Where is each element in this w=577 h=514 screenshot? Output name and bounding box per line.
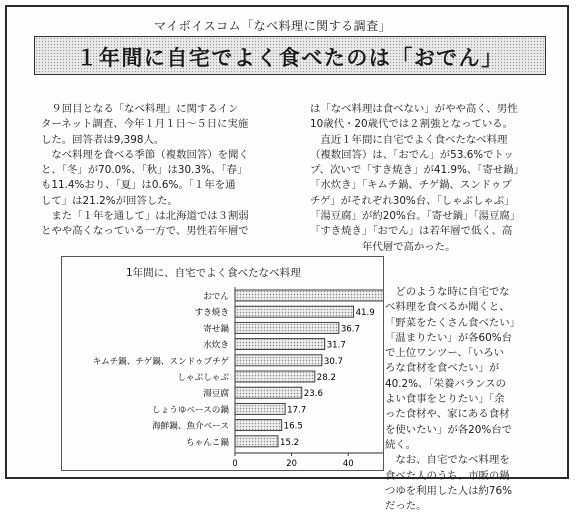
text-line: よい食事をとりたい」「余 xyxy=(385,393,505,406)
text-line: べ料理を食べるか聞くと、 xyxy=(385,301,510,314)
bar-value-label: 28.2 xyxy=(316,373,336,383)
body-column-right xyxy=(310,102,524,255)
bar-value-label: 30.7 xyxy=(323,356,344,367)
headline-banner xyxy=(34,36,546,75)
text-line: ９回目となる「なべ料理」に関するイン xyxy=(41,103,239,115)
text-line: なべ料理を食べる季節（複数回答）を聞く xyxy=(41,148,249,161)
text-line: 続く。 xyxy=(385,438,416,451)
bar-value-label: 36.7 xyxy=(340,324,361,335)
bar xyxy=(235,371,315,382)
article-kicker: マイボイスコム「なべ料理に関する調査」 xyxy=(154,19,392,33)
bar-chart xyxy=(62,257,383,470)
text-line: も11.4%おり、「夏」は0.6%。「１年を通 xyxy=(41,179,236,192)
text-line: 直近１年間に自宅でよく食べたなべ料理 xyxy=(310,133,508,146)
body-column-left xyxy=(41,102,249,240)
bar xyxy=(235,339,325,350)
body-column-side xyxy=(385,285,520,514)
category-label: 湯豆腐 xyxy=(203,389,229,400)
chart-panel xyxy=(61,256,384,471)
bar-value-label: 31.7 xyxy=(326,340,346,351)
category-label: 水炊き xyxy=(203,340,229,351)
bar-value-label: 41.9 xyxy=(355,308,375,319)
text-line: して」は21.2%が回答した。 xyxy=(41,194,178,207)
text-line: 40.2%、「栄養バランスの xyxy=(385,377,507,390)
text-line: した。回答者は9,398人。 xyxy=(41,133,165,146)
text-line: ろな食材を食べたい」が xyxy=(385,362,500,375)
text-line: 「温まりたい」が各60%台 xyxy=(385,331,512,344)
x-tick-label: 40 xyxy=(342,458,354,468)
category-label: しょうゆベースの鍋 xyxy=(152,405,229,416)
bar-value-label: 17.7 xyxy=(287,405,307,416)
article-headline: １年間に自宅でよく食べたのは「おでん」 xyxy=(76,45,504,70)
text-line: なお、自宅でなべ料理を xyxy=(385,454,510,467)
text-line: とやや高くなっている一方で、男性若年層で xyxy=(41,225,249,238)
bar xyxy=(235,322,339,333)
text-line: と、「冬」が70.0%、「秋」は30.3%、「春」 xyxy=(41,164,248,177)
text-line: 10歳代・20歳代では２割強となっている。 xyxy=(310,118,514,131)
text-line: 「野菜をたくさん食べたい」 xyxy=(385,316,521,329)
category-label: ちゃんこ鍋 xyxy=(186,437,229,448)
bar xyxy=(235,403,285,414)
category-label: すき焼き xyxy=(194,308,229,319)
category-label: 海鮮鍋、魚介ベース xyxy=(152,421,229,432)
bar xyxy=(235,306,354,317)
text-line: （複数回答）は、「おでん」が53.6%でトッ xyxy=(310,148,514,161)
category-label: 寄せ鍋 xyxy=(203,324,229,335)
text-line: は「なべ料理は食べない」がやや高く、男性 xyxy=(310,103,518,115)
bar-value-label: 16.5 xyxy=(283,421,303,432)
text-line: 「水炊き」「キムチ鍋、チゲ鍋、スンドゥブ xyxy=(310,179,512,192)
text-line: 年代層で高かった。 xyxy=(310,240,456,253)
text-line: 「すき焼き」「おでん」は若年層で低く、高 xyxy=(310,225,513,238)
bar xyxy=(235,436,278,447)
text-line: どのような時に自宅でな xyxy=(385,286,510,298)
text-line: った食材や、家にある食材 xyxy=(385,408,510,421)
text-line: また「１年を通して」は北海道では３割弱 xyxy=(41,210,249,223)
text-line: 食べた人のうち、市販の鍋 xyxy=(385,469,510,482)
category-label: おでん xyxy=(203,292,229,302)
bar xyxy=(235,290,383,301)
bar xyxy=(235,420,282,431)
bar-value-label: 23.6 xyxy=(303,389,323,400)
text-line: だった。 xyxy=(385,500,427,513)
bar-value-label: 15.2 xyxy=(280,437,300,448)
x-tick-label: 20 xyxy=(286,458,297,468)
bar xyxy=(235,355,322,366)
text-line: ターネット調査、今年１月１日～５日に実施 xyxy=(41,118,249,131)
text-line: つゆを利用した人は約76% xyxy=(385,484,512,497)
x-tick-label: 0 xyxy=(232,458,238,468)
text-line: で上位ワンツー、「いろい xyxy=(385,347,505,360)
category-label: しゃぶしゃぶ xyxy=(177,373,229,383)
text-line: プ、次いで「すき焼き」が41.9%、「寄せ鍋」 xyxy=(310,164,525,177)
text-line: チゲ」がそれぞれ30%台、「しゃぶしゃぶ」 xyxy=(310,194,515,207)
article-frame xyxy=(5,5,569,513)
chart-title: 1年間に、自宅でよく食べたなべ料理 xyxy=(126,267,301,279)
text-line: を使いたい」が各20%台で xyxy=(385,423,512,436)
bar xyxy=(235,387,302,398)
category-label: キムチ鍋、チゲ鍋、スンドゥブチゲ xyxy=(92,356,229,367)
text-line: 「湯豆腐」が約20%台。「寄せ鍋」「湯豆腐」 xyxy=(310,210,521,223)
